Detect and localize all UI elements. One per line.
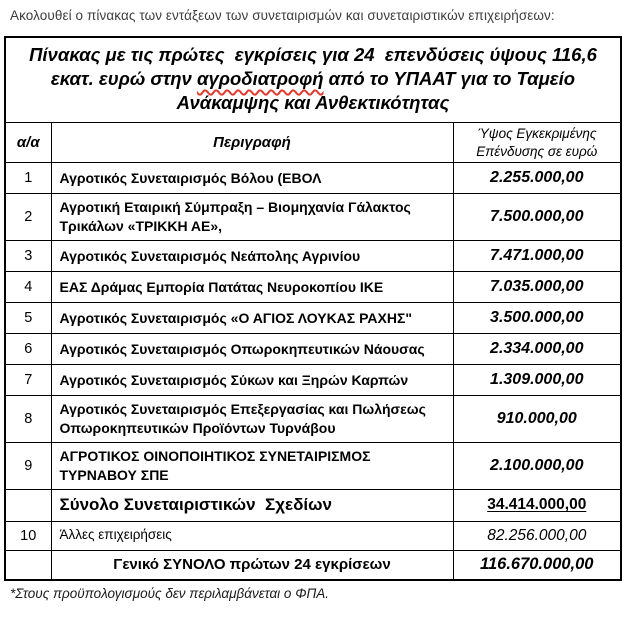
row-description-cell: Γενικό ΣΥΝΟΛΟ πρώτων 24 εγκρίσεων — [51, 550, 453, 580]
row-index-cell: 1 — [5, 163, 51, 194]
row-index-cell: 7 — [5, 365, 51, 396]
row-amount-cell: 116.670.000,00 — [453, 550, 621, 580]
row-description-cell: ΑΓΡΟΤΙΚΟΣ ΟΙΝΟΠΟΙΗΤΙΚΟΣ ΣΥΝΕΤΑΙΡΙΣΜΟΣ ΤΥΡΝΑΒΟΥ ΣΠΕ — [51, 442, 453, 489]
row-index-cell — [5, 550, 51, 580]
intro-text: Ακολουθεί ο πίνακας των εντάξεων των συνεταιρισμών και συνεταιριστικών επιχειρήσεων: — [10, 8, 555, 23]
table-title-text-post: από το ΥΠΑΑΤ για το Ταμείο Ανάκαμψης και Ανθεκτικότητας — [176, 68, 580, 114]
table-row — [5, 241, 621, 272]
table-row — [5, 163, 621, 194]
table-title-misspelled-word: αγροδιατροφή — [197, 68, 324, 90]
row-amount-cell: 34.414.000,00 — [453, 489, 621, 521]
row-index-cell: 9 — [5, 442, 51, 489]
row-amount-cell: 7.500.000,00 — [453, 194, 621, 241]
row-amount-cell: 910.000,00 — [453, 396, 621, 443]
row-index-cell: 8 — [5, 396, 51, 443]
row-index-cell: 5 — [5, 303, 51, 334]
row-index-cell: 6 — [5, 334, 51, 365]
row-description-cell: Σύνολο Συνεταιριστικών Σχεδίων — [51, 489, 453, 521]
row-description-cell: ΕΑΣ Δράμας Εμπορία Πατάτας Νευροκοπίου ΙΚΕ — [51, 272, 453, 303]
row-description-cell: Αγροτικός Συνεταιρισμός Οπωροκηπευτικών Νάουσας — [51, 334, 453, 365]
row-index-cell: 2 — [5, 194, 51, 241]
row-description-cell: Αγροτικός Συνεταιρισμός Επεξεργασίας και Πωλήσεως Οπωροκηπευτικών Προϊόντων Τυρνάβου — [51, 396, 453, 443]
row-amount-cell: 2.255.000,00 — [453, 163, 621, 194]
table-row — [5, 489, 621, 521]
row-description-cell: Αγροτική Εταιρική Σύμπραξη – Βιομηχανία Γάλακτος Τρικάλων «ΤΡΙΚΚΗ ΑΕ», — [51, 194, 453, 241]
row-description-cell: Αγροτικός Συνεταιρισμός Σύκων και Ξηρών Καρπών — [51, 365, 453, 396]
row-amount-cell: 2.334.000,00 — [453, 334, 621, 365]
table-row — [5, 272, 621, 303]
row-amount-cell: 7.035.000,00 — [453, 272, 621, 303]
row-index-cell: 10 — [5, 521, 51, 550]
col-header-description: Περιγραφή — [51, 123, 453, 163]
table-header-row — [5, 123, 621, 163]
table-row — [5, 521, 621, 550]
table-row — [5, 365, 621, 396]
table-title-row — [5, 37, 621, 123]
table-row — [5, 334, 621, 365]
table-row — [5, 442, 621, 489]
table-title-text-pre: Πίνακας με τις πρώτες εγκρίσεις για 24 επενδύσεις ύψους 116,6 εκατ. ευρώ στην — [29, 44, 603, 90]
table-row — [5, 303, 621, 334]
table-title — [5, 37, 621, 123]
table-row — [5, 194, 621, 241]
table-row — [5, 550, 621, 580]
row-description-cell: Αγροτικός Συνεταιρισμός Νεάπολης Αγρινίου — [51, 241, 453, 272]
row-index-cell: 3 — [5, 241, 51, 272]
row-description-cell: Άλλες επιχειρήσεις — [51, 521, 453, 550]
footnote-text: *Στους προϋπολογισμούς δεν περιλαμβάνεται ο ΦΠΑ. — [10, 586, 330, 601]
row-amount-cell: 2.100.000,00 — [453, 442, 621, 489]
row-amount-cell: 82.256.000,00 — [453, 521, 621, 550]
row-description-cell: Αγροτικός Συνεταιρισμός «Ο ΑΓΙΟΣ ΛΟΥΚΑΣ ΡΑΧΗΣ" — [51, 303, 453, 334]
row-description-cell: Αγροτικός Συνεταιρισμός Βόλου (ΕΒΟΛ — [51, 163, 453, 194]
col-header-amount: Ύψος Εγκεκριμένης Επένδυσης σε ευρώ — [453, 123, 621, 163]
approvals-table — [4, 36, 622, 581]
row-index-cell — [5, 489, 51, 521]
row-amount-cell: 1.309.000,00 — [453, 365, 621, 396]
row-index-cell: 4 — [5, 272, 51, 303]
col-header-index: α/α — [5, 123, 51, 163]
table-row — [5, 396, 621, 443]
row-amount-cell: 7.471.000,00 — [453, 241, 621, 272]
row-amount-cell: 3.500.000,00 — [453, 303, 621, 334]
